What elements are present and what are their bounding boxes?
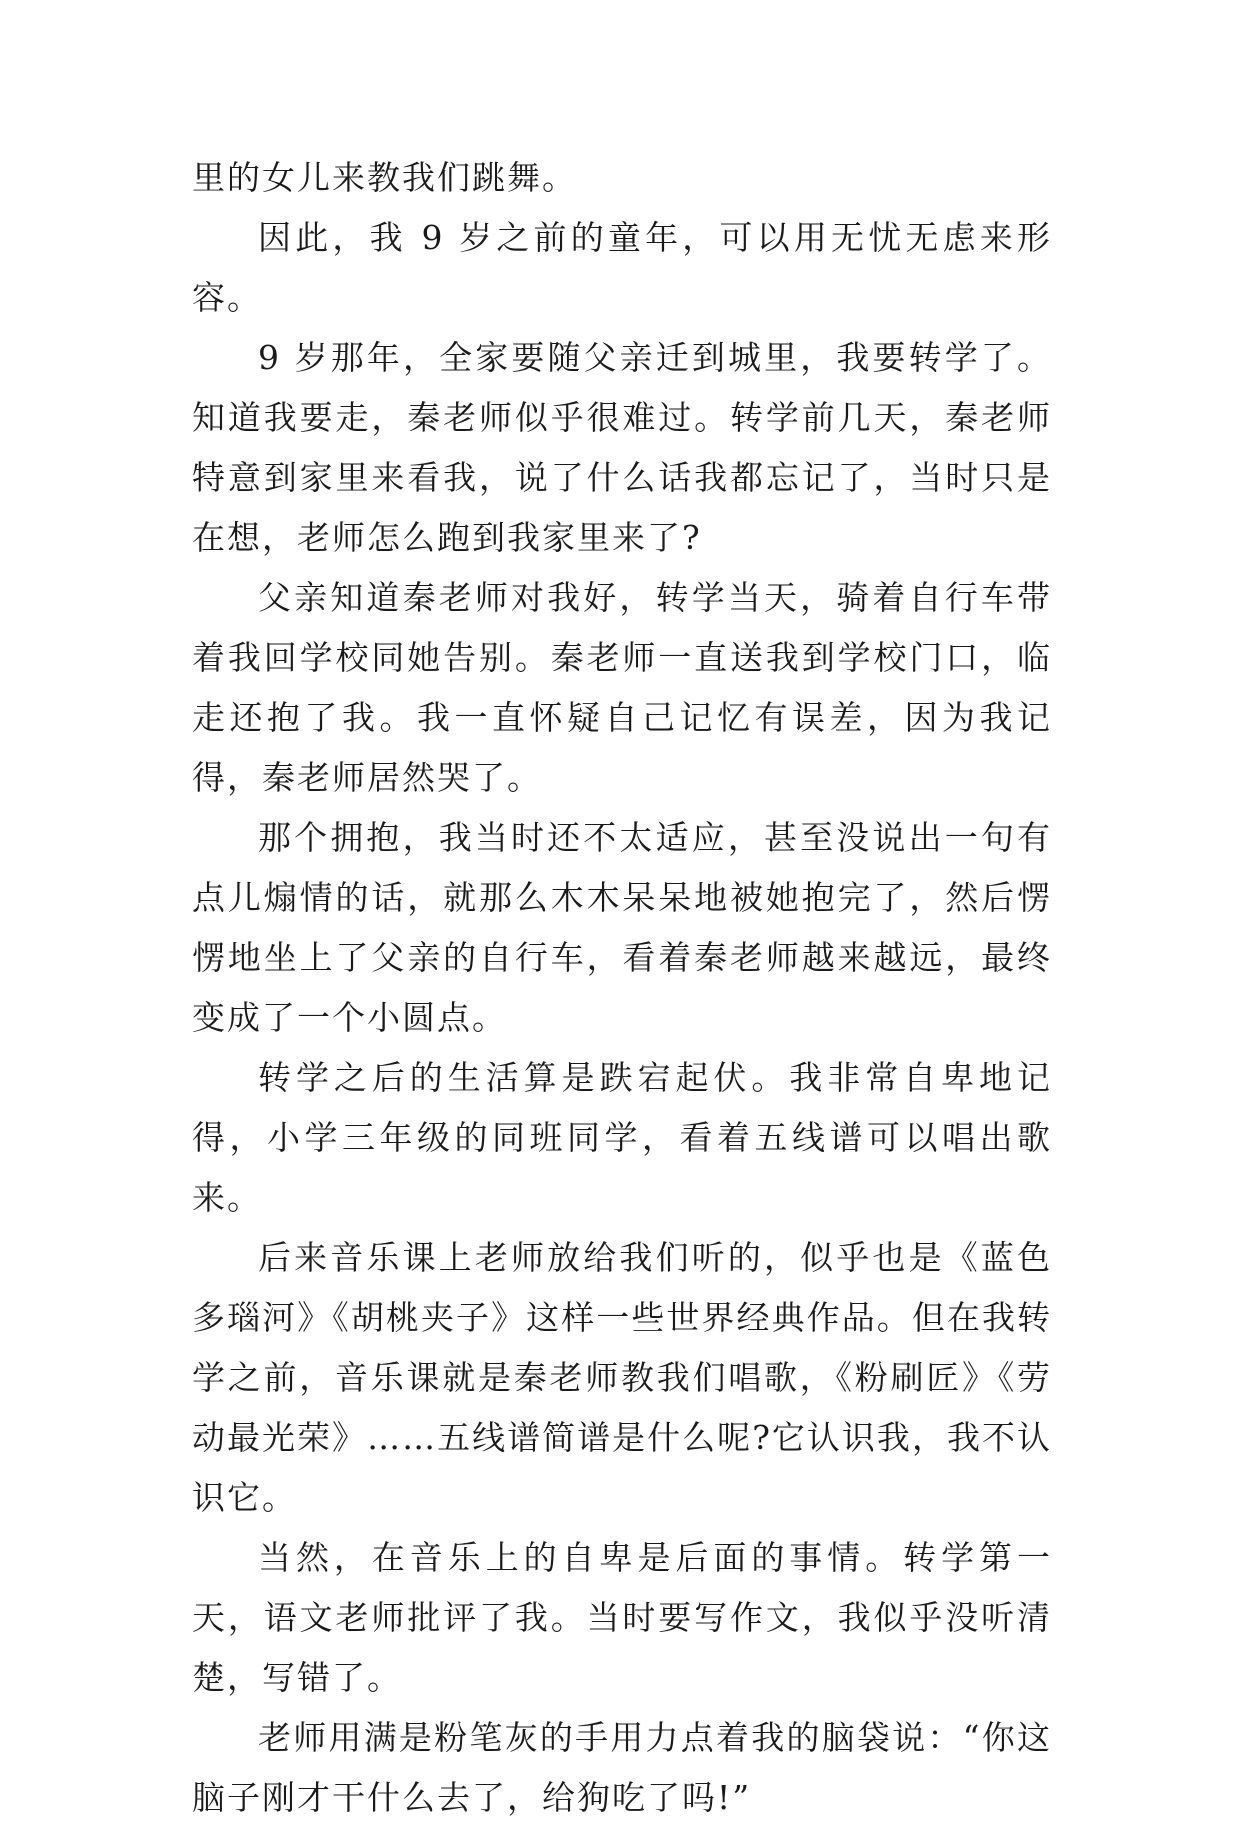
- paragraph: 9 岁那年，全家要随父亲迁到城里，我要转学了。知道我要走，秦老师似乎很难过。转学前几天，秦老师特意到家里来看我，说了什么话我都忘记了，当时只是在想，老师怎么跑到我家里来了?: [192, 338, 1052, 557]
- paragraph: 父亲知道秦老师对我好，转学当天，骑着自行车带着我回学校同她告别。秦老师一直送我到学校门口，临走还抱了我。我一直怀疑自己记忆有误差，因为我记得，秦老师居然哭了。: [192, 578, 1052, 797]
- paragraph: 后来音乐课上老师放给我们听的，似乎也是《蓝色多瑙河》《胡桃夹子》这样一些世界经典作品。但在我转学之前，音乐课就是秦老师教我们唱歌，《粉刷匠》《劳动最光荣》……五线谱简谱是什么呢?它认识我，我不认识它。: [192, 1238, 1052, 1517]
- document-body: [192, 148, 1052, 1828]
- paragraph: 那个拥抱，我当时还不太适应，甚至没说出一句有点儿煽情的话，就那么木木呆呆地被她抱完了，然后愣愣地坐上了父亲的自行车，看着秦老师越来越远，最终变成了一个小圆点。: [192, 818, 1052, 1037]
- paragraph: 因此，我 9 岁之前的童年，可以用无忧无虑来形容。: [192, 218, 1052, 317]
- paragraph: 老师用满是粉笔灰的手用力点着我的脑袋说：“你这脑子刚才干什么去了，给狗吃了吗!”: [192, 1718, 1052, 1817]
- paragraph: 转学之后的生活算是跌宕起伏。我非常自卑地记得，小学三年级的同班同学，看着五线谱可以唱出歌来。: [192, 1058, 1052, 1217]
- paragraph-continuation: 里的女儿来教我们跳舞。: [192, 158, 577, 197]
- paragraph: 当然，在音乐上的自卑是后面的事情。转学第一天，语文老师批评了我。当时要写作文，我似乎没听清楚，写错了。: [192, 1538, 1052, 1697]
